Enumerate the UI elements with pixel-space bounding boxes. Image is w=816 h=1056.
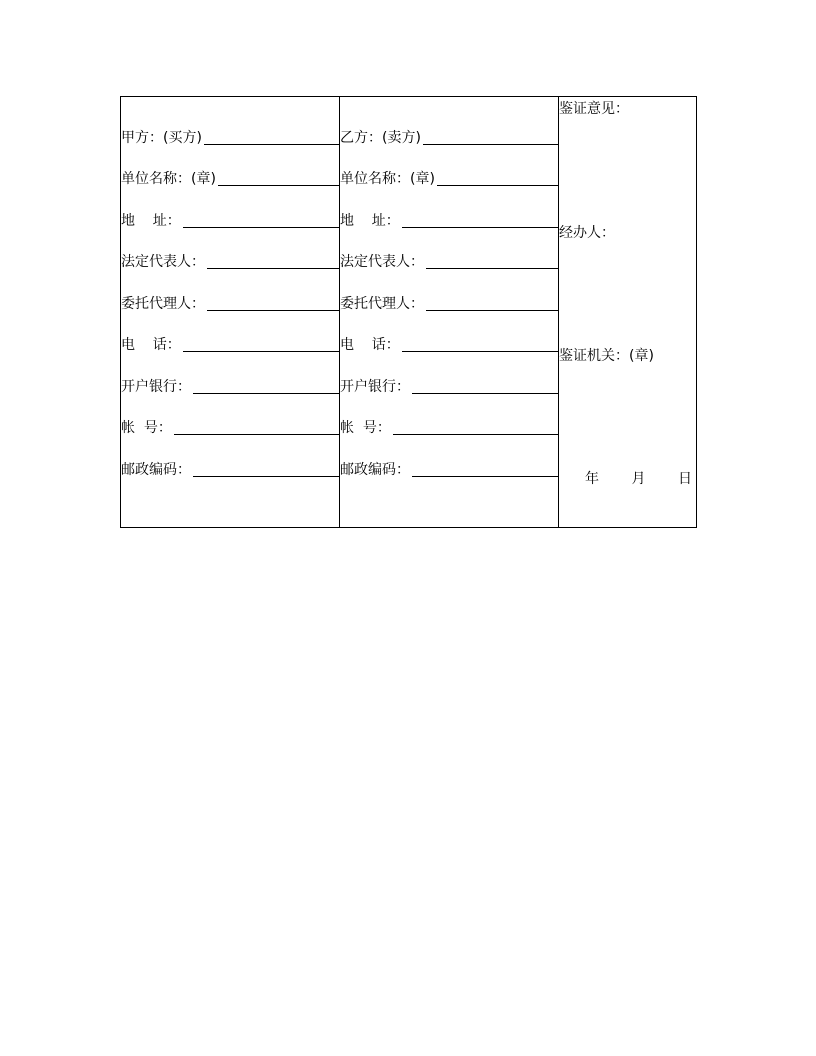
- party-a-legal-rep-label: 法定代表人：: [121, 254, 205, 270]
- party-a-title-label: 甲方：(买方): [121, 130, 202, 146]
- party-a-account-line: [174, 434, 339, 435]
- party-b-agent-line: [426, 310, 558, 311]
- party-b-postal-code-line: [412, 476, 558, 477]
- party-b-address-label: 地 址：: [340, 213, 400, 229]
- party-b-bank-line: [412, 393, 558, 394]
- notary-date-row: [559, 471, 696, 487]
- party-b-unit-name-field[interactable]: [340, 167, 558, 187]
- party-a-agent-label: 委托代理人：: [121, 296, 205, 312]
- party-a-column: [121, 97, 340, 527]
- party-a-unit-name-field[interactable]: [121, 167, 339, 187]
- notary-opinion-label: 鉴证意见：: [559, 101, 629, 117]
- party-a-unit-name-line: [218, 185, 339, 186]
- party-b-postal-code-label: 邮政编码：: [340, 462, 410, 478]
- party-a-bank-field[interactable]: [121, 375, 339, 395]
- party-a-postal-code-field[interactable]: [121, 458, 339, 478]
- party-a-account-label: 帐 号：: [121, 420, 172, 436]
- date-day-label: 日: [678, 471, 692, 487]
- notary-handler-label: 经办人：: [559, 225, 615, 241]
- party-b-unit-name-line: [437, 185, 558, 186]
- party-a-phone-field[interactable]: [121, 333, 339, 353]
- party-b-agent-label: 委托代理人：: [340, 296, 424, 312]
- party-b-title-label: 乙方：(卖方): [340, 130, 421, 146]
- party-a-agent-field[interactable]: [121, 292, 339, 312]
- notary-column: [559, 97, 696, 527]
- party-a-bank-line: [193, 393, 339, 394]
- signature-table: [120, 96, 697, 528]
- party-b-postal-code-field[interactable]: [340, 458, 558, 478]
- party-a-address-line: [183, 227, 339, 228]
- party-b-address-field[interactable]: [340, 209, 558, 229]
- party-b-address-line: [402, 227, 558, 228]
- party-b-phone-label: 电 话：: [340, 337, 400, 353]
- party-b-legal-rep-line: [426, 268, 558, 269]
- party-b-title-field[interactable]: [340, 126, 558, 146]
- party-b-phone-field[interactable]: [340, 333, 558, 353]
- party-a-phone-label: 电 话：: [121, 337, 181, 353]
- party-a-phone-line: [183, 351, 339, 352]
- party-b-agent-field[interactable]: [340, 292, 558, 312]
- party-a-address-label: 地 址：: [121, 213, 181, 229]
- notary-authority-label: 鉴证机关：(章): [559, 348, 654, 364]
- party-b-bank-field[interactable]: [340, 375, 558, 395]
- party-a-bank-label: 开户银行：: [121, 379, 191, 395]
- party-b-account-label: 帐 号：: [340, 420, 391, 436]
- party-a-title-line: [204, 144, 339, 145]
- date-year-label: 年: [585, 471, 599, 487]
- party-a-account-field[interactable]: [121, 416, 339, 436]
- party-b-account-field[interactable]: [340, 416, 558, 436]
- party-a-unit-name-label: 单位名称：(章): [121, 171, 216, 187]
- party-a-postal-code-label: 邮政编码：: [121, 462, 191, 478]
- party-a-address-field[interactable]: [121, 209, 339, 229]
- party-b-bank-label: 开户银行：: [340, 379, 410, 395]
- party-b-column: [340, 97, 559, 527]
- party-b-legal-rep-label: 法定代表人：: [340, 254, 424, 270]
- party-a-agent-line: [207, 310, 339, 311]
- party-a-title-field[interactable]: [121, 126, 339, 146]
- party-b-account-line: [393, 434, 558, 435]
- party-b-title-line: [423, 144, 558, 145]
- party-b-phone-line: [402, 351, 558, 352]
- date-month-label: 月: [631, 471, 646, 487]
- party-a-legal-rep-line: [207, 268, 339, 269]
- party-a-postal-code-line: [193, 476, 339, 477]
- party-a-legal-rep-field[interactable]: [121, 250, 339, 270]
- party-b-unit-name-label: 单位名称：(章): [340, 171, 435, 187]
- party-b-legal-rep-field[interactable]: [340, 250, 558, 270]
